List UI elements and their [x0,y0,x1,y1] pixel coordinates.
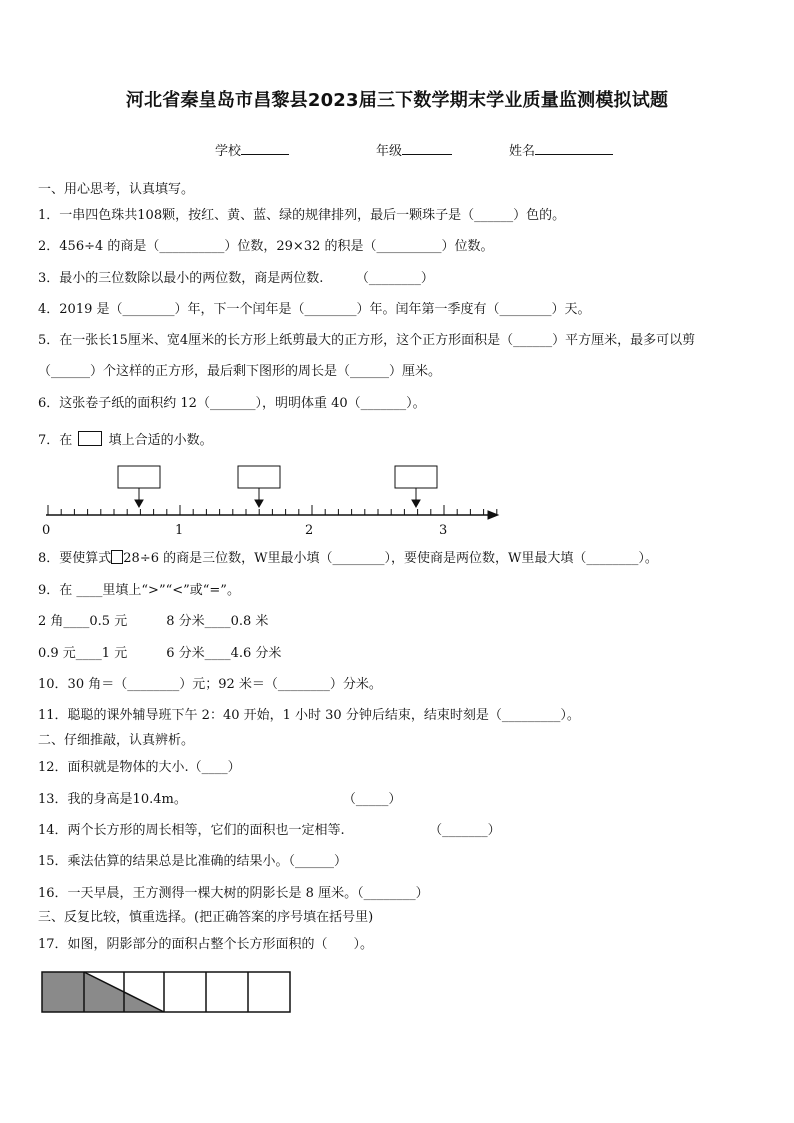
school-field [215,140,289,159]
grade-blank[interactable] [402,140,452,155]
school-blank[interactable] [241,140,289,155]
question-5-line-1: 5．在一张长15厘米、宽4厘米的长方形上纸剪最大的正方形，这个正方形面积是（______）平方厘米，最多可以剪 [38,333,696,348]
question-14: 14．两个长方形的周长相等，它们的面积也一定相等. （_______） [38,823,501,838]
section-2-heading: 二、仔细推敲，认真辨析。 [38,733,195,748]
question-9-row-1: 2 角____0.5 元 8 分米____0.8 米 [38,614,269,629]
section-3-heading: 三、反复比较，慎重选择。(把正确答案的序号填在括号里) [38,910,374,925]
question-3: 3．最小的三位数除以最小的两位数，商是两位数. （________） [38,271,434,286]
answer-box-icon [78,431,102,446]
question-8-prefix: 8．要使算式 [38,551,112,566]
question-15: 15．乘法估算的结果总是比准确的结果小。（______） [38,854,348,869]
name-field [509,140,613,159]
answer-box-3 [395,466,437,488]
page-title: 河北省秦皇岛市昌黎县2023届三下数学期末学业质量监测模拟试题 [125,90,669,111]
number-line [36,460,506,540]
question-7-suffix: 填上合适的小数。 [108,433,213,448]
digit-box-icon [111,550,123,564]
question-9: 9．在 ____里填上“>”“<”或“=”。 [38,583,240,598]
name-label: 姓名 [509,144,536,159]
question-5-line-2: （______）个这样的正方形，最后剩下图形的周长是（______）厘米。 [38,364,442,379]
question-7-prefix: 7．在 [38,433,73,448]
question-16: 16．一天早晨，王方测得一棵大树的阴影长是 8 厘米。（________） [38,886,429,901]
question-2: 2．456÷4 的商是（__________）位数，29×32 的积是（__________）位数。 [38,239,494,254]
question-9-row-2: 0.9 元____1 元 6 分米____4.6 分米 [38,646,282,661]
rectangle-figure [40,970,296,1016]
answer-box-2 [238,466,280,488]
answer-box-1 [118,466,160,488]
name-blank[interactable] [535,140,613,155]
section-1-heading: 一、用心思考，认真填写。 [38,182,195,197]
tick-label-1: 1 [175,523,184,538]
question-4: 4．2019 是（________）年，下一个闰年是（________）年。闰年第一季度有（________）天。 [38,302,591,317]
question-11: 11．聪聪的课外辅导班下午 2：40 开始，1 小时 30 分钟后结束，结束时刻是（_________）。 [38,708,580,723]
tick-label-0: 0 [42,523,51,538]
question-7 [38,431,213,450]
ticks [48,505,497,515]
question-6: 6．这张卷子纸的面积约 12（_______），明明体重 40（_______）。 [38,396,426,411]
grade-label: 年级 [376,144,403,159]
grade-field [376,140,452,159]
question-13: 13．我的身高是10.4m。 （_____） [38,792,402,807]
school-label: 学校 [215,144,242,159]
question-8 [38,550,658,568]
tick-label-2: 2 [305,523,314,538]
question-17: 17．如图，阴影部分的面积占整个长方形面积的（ ）。 [38,937,374,952]
question-1: 1．一串四色珠共108颗，按红、黄、蓝、绿的规律排列，最后一颗珠子是（______）色的。 [38,208,566,223]
question-12: 12．面积就是物体的大小.（____） [38,760,241,775]
question-10: 10．30 角＝（________）元；92 米＝（________）分米。 [38,677,382,692]
question-8-suffix: 28÷6 的商是三位数，W里最小填（________），要使商是两位数，W里最大填（________）。 [123,551,658,566]
shaded-region [42,972,164,1012]
tick-label-3: 3 [439,523,448,538]
